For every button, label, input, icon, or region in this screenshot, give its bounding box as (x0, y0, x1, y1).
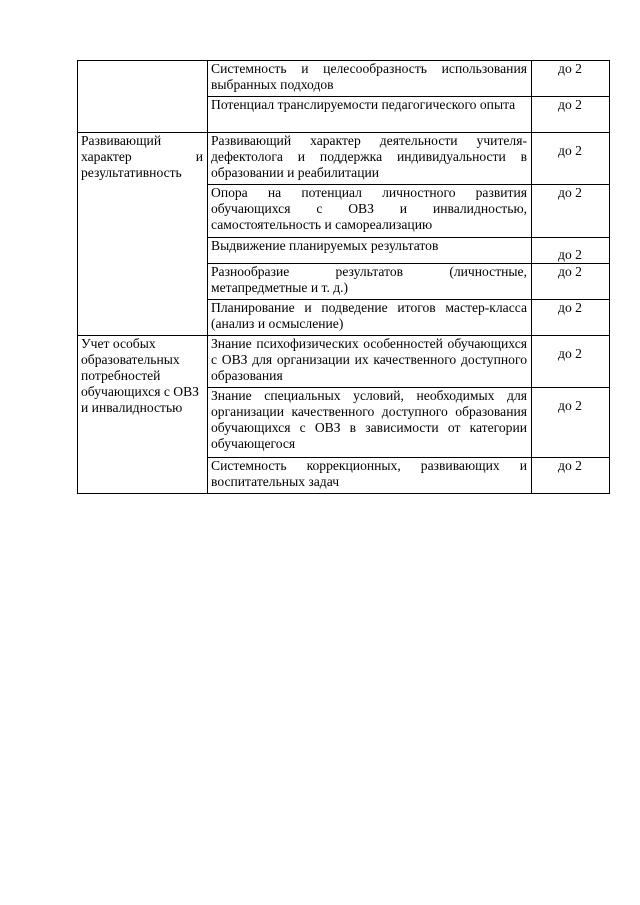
score-cell: до 2 (532, 264, 610, 300)
category-cell (78, 133, 208, 336)
criterion-cell: Планирование и подведение итогов мастер-класса (анализ и осмысление) (208, 300, 532, 336)
score-cell: до 2 (532, 458, 610, 494)
criterion-cell: Потенциал транслируемости педагогического опыта (208, 97, 532, 133)
score-cell: до 2 (532, 61, 610, 97)
category-label: Развивающий характер и результативность (81, 133, 203, 180)
criterion-cell: Системность и целесообразность использования выбранных подходов (208, 61, 532, 97)
criterion-cell: Развивающий характер деятельности учителя-дефектолога и поддержка индивидуальности в образовании и реабилитации (208, 133, 532, 185)
score-cell: до 2 (532, 388, 610, 458)
criterion-cell: Знание специальных условий, необходимых для организации качественного доступного образования обучающихся с ОВЗ в зависимости от категории обучающегося (208, 388, 532, 458)
criterion-cell: Системность коррекционных, развивающих и воспитательных задач (208, 458, 532, 494)
criterion-cell: Разнообразие результатов (личностные, метапредметные и т. д.) (208, 264, 532, 300)
score-cell: до 2 (532, 133, 610, 185)
table-row (78, 336, 610, 388)
category-cell: Учет особых образовательных потребностей обучающихся с ОВЗ и инвалидностью (78, 336, 208, 494)
category-cell (78, 61, 208, 133)
criterion-cell: Знание психофизических особенностей обучающихся с ОВЗ для организации их качественного доступного образования (208, 336, 532, 388)
score-cell: до 2 (532, 336, 610, 388)
score-cell: до 2 (532, 185, 610, 238)
table-row (78, 61, 610, 97)
score-cell: до 2 (532, 97, 610, 133)
criterion-cell: Выдвижение планируемых результатов (208, 238, 532, 264)
score-cell: до 2 (532, 238, 610, 264)
table-row (78, 133, 610, 185)
score-cell: до 2 (532, 300, 610, 336)
criteria-table (77, 60, 610, 494)
criterion-cell: Опора на потенциал личностного развития обучающихся с ОВЗ и инвалидностью, самостоятельность и самореализацию (208, 185, 532, 238)
